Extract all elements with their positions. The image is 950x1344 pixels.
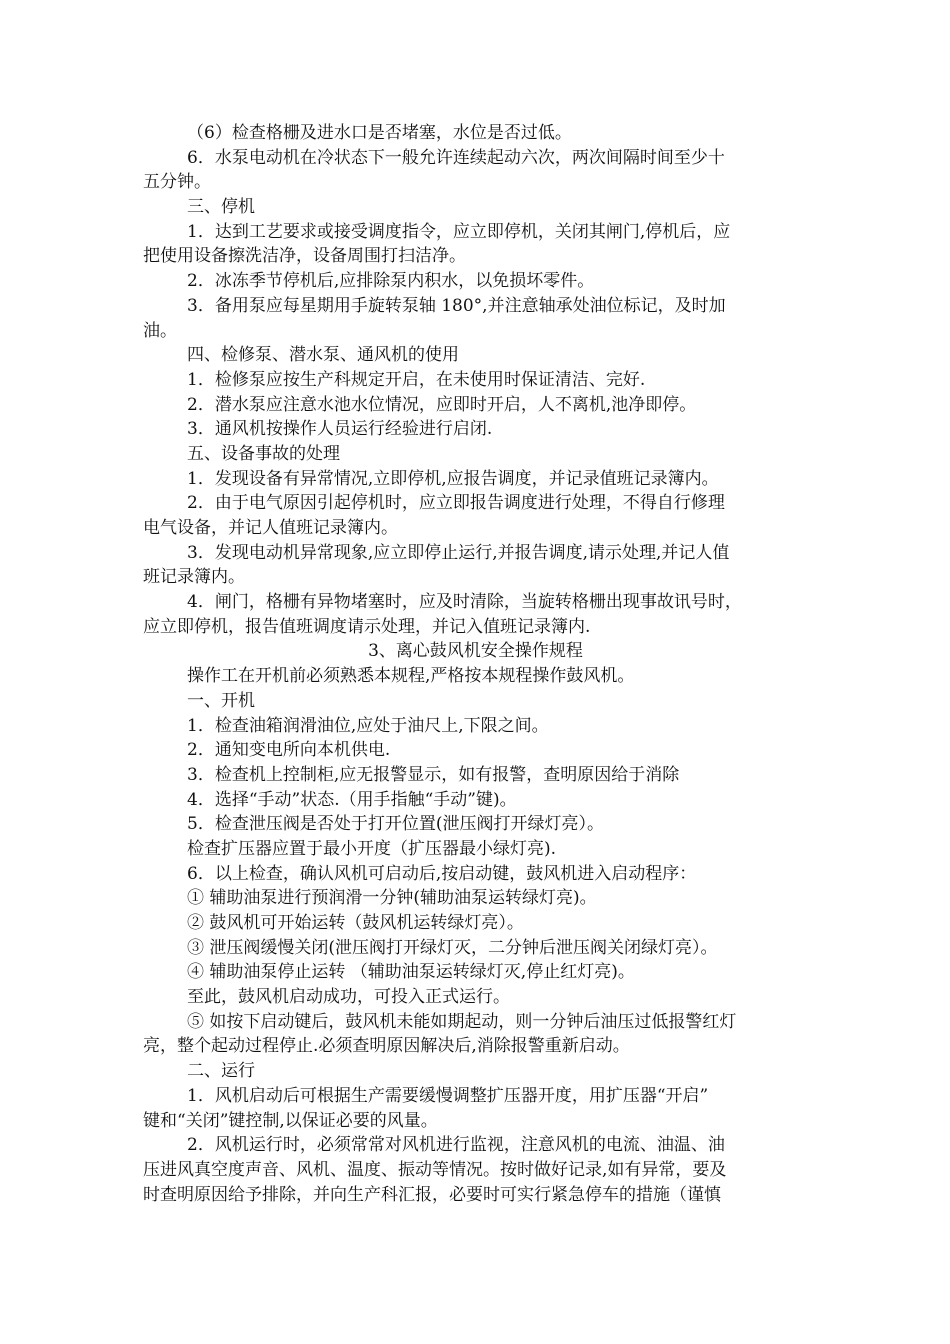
text-line: 三、停机 — [187, 197, 255, 218]
text-line: 二、运行 — [187, 1061, 255, 1082]
text-line: 2．潜水泵应注意水池水位情况，应即时开启，人不离机,池净即停。 — [187, 394, 697, 415]
text-line: 3．通风机按操作人员运行经验进行启闭. — [187, 419, 493, 440]
text-line: ⑤ 如按下启动键后，鼓风机未能如期起动，则一分钟后油压过低报警红灯 — [187, 1011, 737, 1032]
text-line: 亮，整个起动过程停止.必须查明原因解决后,消除报警重新启动。 — [143, 1036, 630, 1057]
text-line: 四、检修泵、潜水泵、通风机的使用 — [187, 345, 459, 366]
text-line: 一、开机 — [187, 690, 255, 711]
text-line: 3．备用泵应每星期用手旋转泵轴 180°,并注意轴承处油位标记，及时加 — [187, 295, 726, 316]
text-line: 2．通知变电所向本机供电. — [187, 740, 391, 761]
text-line: 班记录簿内。 — [143, 567, 245, 588]
text-line: （6）检查格栅及进水口是否堵塞，水位是否过低。 — [187, 123, 572, 143]
text-line: 4．闸门，格栅有异物堵塞时，应及时清除，当旋转格栅出现事故讯号时， — [187, 592, 742, 613]
document-page — [143, 121, 808, 1207]
text-line: ④ 辅助油泵停止运转 （辅助油泵运转绿灯灭,停止红灯亮)。 — [187, 962, 635, 983]
section-heading: 3、离心鼓风机安全操作规程 — [368, 641, 583, 662]
text-line: ② 鼓风机可开始运转（鼓风机运转绿灯亮）。 — [187, 913, 524, 933]
text-line: 3．发现电动机异常现象,应立即停止运行,并报告调度,请示处理,并记人值 — [187, 542, 730, 563]
text-line: 至此，鼓风机启动成功，可投入正式运行。 — [187, 987, 510, 1008]
text-line: ③ 泄压阀缓慢关闭(泄压阀打开绿灯灭，二分钟后泄压阀关闭绿灯亮）。 — [187, 937, 718, 958]
text-line: 6．水泵电动机在冷状态下一般允许连续起动六次，两次间隔时间至少十 — [187, 147, 725, 168]
text-line: 电气设备，并记人值班记录簿内。 — [143, 518, 398, 538]
text-line: 1．检修泵应按生产科规定开启，在未使用时保证清洁、完好. — [187, 369, 646, 390]
text-line: 1．达到工艺要求或接受调度指令，应立即停机，关闭其闸门,停机后，应 — [187, 221, 731, 242]
text-line: 6．以上检查，确认风机可启动后,按启动键，鼓风机进入启动程序： — [187, 863, 697, 884]
text-line: 1．发现设备有异常情况,立即停机,应报告调度，并记录值班记录簿内。 — [187, 468, 719, 489]
text-line: 操作工在开机前必须熟悉本规程,严格按本规程操作鼓风机。 — [187, 666, 635, 687]
text-line: 压进风真空度声音、风机、温度、振动等情况。按时做好记录,如有异常，要及 — [143, 1159, 727, 1180]
text-line: 键和“关闭”键控制,以保证必要的风量。 — [143, 1110, 438, 1131]
text-line: 把使用设备擦洗洁净，设备周围打扫洁净。 — [143, 246, 466, 267]
text-line: 2．由于电气原因引起停机时，应立即报告调度进行处理，不得自行修理 — [187, 493, 725, 514]
text-line: 检查扩压器应置于最小开度（扩压器最小绿灯亮). — [187, 838, 557, 859]
text-line: 2．风机运行时，必须常常对风机进行监视，注意风机的电流、油温、油 — [187, 1135, 725, 1156]
text-line: 3．检查机上控制柜,应无报警显示，如有报警，查明原因给于消除 — [187, 764, 680, 785]
text-line: 油。 — [143, 320, 177, 341]
text-line: 5．检查泄压阀是否处于打开位置(泄压阀打开绿灯亮）。 — [187, 814, 604, 835]
text-line: 五分钟。 — [143, 172, 211, 193]
text-line: 2．冰冻季节停机后,应排除泵内积水，以免损坏零件。 — [187, 271, 595, 292]
text-line: 时查明原因给予排除，并向生产科汇报，必要时可实行紧急停车的措施（谨慎 — [143, 1184, 721, 1205]
text-line: 应立即停机，报告值班调度请示处理，并记入值班记录簿内. — [143, 616, 591, 637]
text-line: 1．风机启动后可根据生产需要缓慢调整扩压器开度，用扩压器“开启” — [187, 1085, 709, 1106]
text-line: 4．选择“手动”状态.（用手指触“手动”键)。 — [187, 789, 517, 810]
text-line: 1．检查油箱润滑油位,应处于油尺上,下限之间。 — [187, 715, 549, 736]
text-line: ① 辅助油泵进行预润滑一分钟(辅助油泵运转绿灯亮)。 — [187, 888, 597, 909]
text-line: 五、设备事故的处理 — [187, 443, 340, 464]
